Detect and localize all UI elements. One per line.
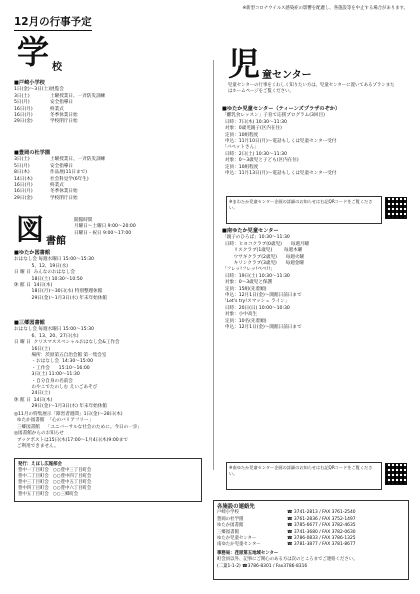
lib-sanko-line: ・工作会 15:10〜16:00 [14, 365, 90, 371]
center1-line: 対象：0歳児親子(区内在住) [222, 126, 282, 132]
lib-notice-line: ◎図書館からのお知らせ [14, 431, 64, 437]
school1-cell: 安全指導日 [50, 100, 73, 106]
contacts-title: 各施設の連絡先 [217, 504, 255, 510]
school2-cell: 16日(月) [14, 189, 33, 195]
center2-line: 定員：15組(先着順) [222, 286, 267, 292]
center2-line: 「フレッ!フレッ!ベベ!!」 [222, 267, 275, 273]
lib-sanko-line: 日 曜 日 クリスマススペシャルおはなし会&工作会 [14, 340, 120, 346]
school1-cell: 終業式 [50, 106, 64, 112]
center1-line: 定員：10組程度 [222, 132, 259, 138]
center1-line: 「パペットさん」 [222, 145, 259, 151]
lib-yutaka-line: おはなし会 毎週水曜日 15:00〜15:30 [14, 257, 94, 263]
school2-row [14, 196, 209, 202]
school2-cell: 社会科見学(6年生) [50, 176, 89, 182]
school2-cell: 終業式 [50, 183, 64, 189]
contacts-cell: ☎ 3781-3877 / FAX 3781-8677 [287, 542, 356, 548]
center2-line: 「親子のひろば」10:30〜11:30 [222, 235, 290, 241]
lib-yutaka-line: 29日(金)〜1月3日(水) 年末年始休館 [14, 295, 107, 301]
lib-sanko-line: わやこでたのしむ えいごあそび [14, 385, 98, 391]
school1-cell: 29日(金) [14, 119, 33, 125]
qr-text-2: ※南ゆたか児童センター企画の詳細のお知らせは右記QRコードをご覧ください。 [229, 465, 373, 476]
school1-row [14, 119, 209, 125]
lib-sanko-line: 29日(金)〜1月3日(水) 年末年始休館 [14, 404, 107, 410]
lib-yutaka-line: 日 曜 日 みんなのおはなし会 [14, 270, 75, 276]
school1-cell: 1日(金)〜3日(土) [14, 87, 50, 93]
contacts-cell: ☎ 3741-3680 / FAX 3782-0630 [287, 529, 356, 535]
school1-cell: 3日(土) [14, 93, 30, 99]
lib-yutaka-line: 休 館 日 14日(木) [14, 283, 53, 289]
center1-title: ■ゆたか児童センター（ティーンズプラザのぞか） [222, 106, 341, 112]
gaku-sub: 校 [52, 62, 62, 73]
qr-code-2[interactable] [385, 463, 407, 485]
contacts-cell: ゆたか児童センター [217, 536, 257, 542]
lib-sanko-section [14, 320, 209, 411]
center2-line: リスクラブ(1歳児) 毎週木曜 [222, 248, 303, 254]
school2-cell: 学校閉庁日始 [50, 195, 78, 201]
center1-line: 対象：0〜3歳児と子ども(区内在住) [222, 158, 299, 164]
contacts-cell: 三郷図書館 [217, 529, 239, 535]
editors-box [14, 458, 202, 502]
center2-line: キリンクラブ(3歳児) 毎週金曜 [222, 261, 304, 267]
library-hours-line2: 日曜日・祝日 9:00〜17:00 [74, 230, 132, 236]
lib-notice-line: ゆたか図書館 「心のバリアフリー」 [14, 418, 94, 424]
school1-title: ■戸崎小学校 [14, 80, 45, 86]
center2-section [222, 228, 408, 332]
lib-sanko-line: ・自分自身の名前会 [14, 378, 73, 384]
contacts-cell: ☎ 3741-2813 / FAX 3761-2540 [287, 510, 356, 516]
column-divider [213, 60, 214, 470]
lib-notice-line: 三郷図書館 「ユニバーサルな社会のために。今日の一歩」 [14, 424, 142, 430]
contacts-footer3: (二葉1-1-2) ☎3786-8301 / Fax3786-8316 [217, 563, 308, 569]
contacts-cell: 戸崎小学校 [217, 510, 239, 516]
contacts-row [217, 542, 405, 548]
center2-line: 「Let's try!スマッシュ ライン」 [222, 299, 290, 305]
school1-cell: 16日(月) [14, 113, 33, 119]
center2-line: 日時：ヒヨコクラブ(0歳児) 毎週月曜 [222, 241, 310, 247]
contacts-cell: ゆたか図書館 [217, 523, 244, 529]
lib-yutaka-line: 18日(月)〜30日(水) 特別整理休館 [14, 289, 103, 295]
lib-notice-line: ご利用できません。 [14, 444, 59, 450]
center2-line: 申込：12月1日(金)〜開館日前日まで [222, 325, 302, 331]
lib-sanko-line: 16日(土) [14, 346, 51, 352]
lib-yutaka-line: 5、12、19日(水) [14, 263, 69, 269]
lib-sanko-line: 場所：茨原第五自治会館 第一集会室 [14, 353, 107, 359]
ji-intro: 児童センターの行事をくわしく知りたい方は、児童センターに置いてあるプランまたはホームページをご覧ください。 [228, 83, 395, 94]
lib-sanko-title: ■三郷図書館 [14, 320, 45, 326]
school2-cell: 土曜授業日、一斉防災訓練 [50, 157, 106, 163]
school2-cell: 作品展(11日まで) [50, 170, 87, 176]
lib-sanko-line: 休 館 日 14日(木) [14, 397, 53, 403]
lib-sanko-line: 6、13、20、27日(水) [14, 333, 79, 339]
center1-section [222, 106, 408, 177]
tosho-sub: 書館 [46, 236, 66, 247]
center2-line: 対象：小中高生 [222, 312, 258, 318]
school1-cell: 5日(月) [14, 100, 30, 106]
editors-line: 豊中三丁目町会 ○○豊中五丁目町会 [18, 480, 92, 485]
qr-text-1: ※まわたか児童センター企画の詳細のお知らせは右記QRコードをご覧ください。 [229, 199, 373, 210]
lib-yutaka-section [14, 250, 209, 302]
center1-line: 申込：11月10日(月)〜電話もしくは児童センター受付 [222, 139, 337, 145]
center2-line: 申込：12月1日(金)〜開館日前日まで [222, 293, 302, 299]
contacts-cell: ☎ 3785-6677 / FAX 3782-4635 [287, 523, 356, 529]
school2-cell: 29日(金) [14, 195, 33, 201]
editors-title: 発行：えほし広報部会 [18, 462, 62, 467]
qr-code-1[interactable] [385, 197, 407, 219]
school1-cell: 土曜授業日、一斉防災訓練 [50, 93, 106, 99]
lib-notice-line: ◎11月の特集展示「障害者週間」1日(金)〜28日(木) [14, 412, 123, 417]
center2-title: ■南ゆたか児童センター [222, 228, 279, 234]
tosho-heading: 図 [16, 213, 45, 246]
lib-sanko-line: 24日(土) [14, 391, 51, 397]
ji-sub: 童センター [262, 70, 312, 81]
center2-line: 対象：0〜3歳児と保護 [222, 280, 273, 286]
school1-cell: 学校閉庁日始 [50, 119, 78, 125]
header-title: 12月の行事予定 [14, 14, 92, 31]
contacts-cell: 豊岡の杜学園 [217, 516, 244, 522]
center2-line: ウサギクラブ(2歳児) 毎週火曜 [222, 254, 305, 260]
qr-box-2 [226, 462, 382, 490]
library-hours-line1: 月曜日〜土曜日 9:00〜20:00 [74, 224, 136, 230]
school1-section [14, 80, 209, 126]
editors-line: 豊中四丁目町会 ○○豊中六丁目町会 [18, 486, 92, 491]
center2-line: 定員：10名(先着順) [222, 318, 267, 324]
school1-cell: 冬季休業日始 [50, 113, 78, 119]
editors-line: 豊中五丁目町会 ○○三郷町会 [18, 492, 79, 497]
school2-cell: 5日(月) [14, 163, 30, 169]
school1-cell: 16日(月) [14, 106, 33, 112]
contacts-cell: 南ゆたか児童センター [217, 542, 261, 548]
gaku-heading: 学 [17, 33, 50, 71]
center1-line: 日時：2日(土) 10:30〜11:30 [222, 151, 287, 157]
center1-line: 申込：11月13日(月)〜電話もしくは児童センター受付 [222, 171, 337, 177]
library-hours-label: 開館時間 [74, 218, 93, 223]
contacts-footer1: 事務局：荏原第五地域センター [217, 550, 279, 556]
editors-line: 豊中一丁目町会 ○○豊中三丁目町会 [18, 468, 92, 473]
school2-section [14, 150, 209, 202]
school2-title: ■豊岡の杜学園 [14, 150, 51, 156]
center2-line: 日時：19日(土) 10:30〜11:30 [222, 273, 290, 279]
center1-line: 定員：10組程度 [222, 164, 259, 170]
school2-cell: 14日(木) [14, 176, 33, 182]
lib-notice [14, 412, 209, 450]
notice: ※新型コロナウイルス感染症の影響を配慮し、各施設等を中止する場合があります。 [242, 6, 408, 11]
contacts-box [213, 500, 409, 580]
lib-sanko-line: おはなし会 毎週水曜日 15:00〜15:30 [14, 327, 94, 333]
school2-cell: 安全指導日 [50, 163, 73, 169]
ji-heading: 児 [228, 45, 261, 83]
school2-cell: 16日(月) [14, 183, 33, 189]
lib-sanko-line: ・おはなし会 14:30〜15:00 [14, 359, 94, 365]
contacts-cell: ☎ 3786-0833 / FAX 3786-1325 [287, 536, 356, 542]
editors-line: 豊中二丁目町会 ○○豊中四丁目町会 [18, 474, 92, 479]
lib-sanko-line: 3日(土) 11:00〜11:30 [14, 372, 80, 378]
qr-box-1 [226, 196, 382, 224]
center1-line: 「離乳食レッスン」子育て応援プログラム(3回目) [222, 113, 325, 119]
lib-yutaka-line: 18日(土) 10:30〜10:50 [14, 276, 83, 282]
lib-yutaka-title: ■ゆたか図書館 [14, 250, 51, 256]
school2-cell: 冬季休業日始 [50, 189, 78, 195]
school1-cell: 展覧会 [50, 87, 64, 93]
center2-line: 日時：20日(日) 10:00〜10:30 [222, 305, 290, 311]
center1-line: 日時：7日(木) 10:30〜11:30 [222, 119, 287, 125]
lib-notice-line: ブックポストは15日(木)17:00〜1月4日(木)9:00まで [14, 437, 128, 443]
contacts-footer2: 町会員以外、記事にご関心のある方は次のところまでご連絡ください。 [217, 557, 358, 563]
contacts-cell: ☎ 3761-2836 / FAX 3752-1497 [287, 516, 356, 522]
library-hours [74, 218, 214, 237]
school2-cell: 8日(木) [14, 170, 30, 176]
school2-cell: 3日(土) [14, 157, 30, 163]
